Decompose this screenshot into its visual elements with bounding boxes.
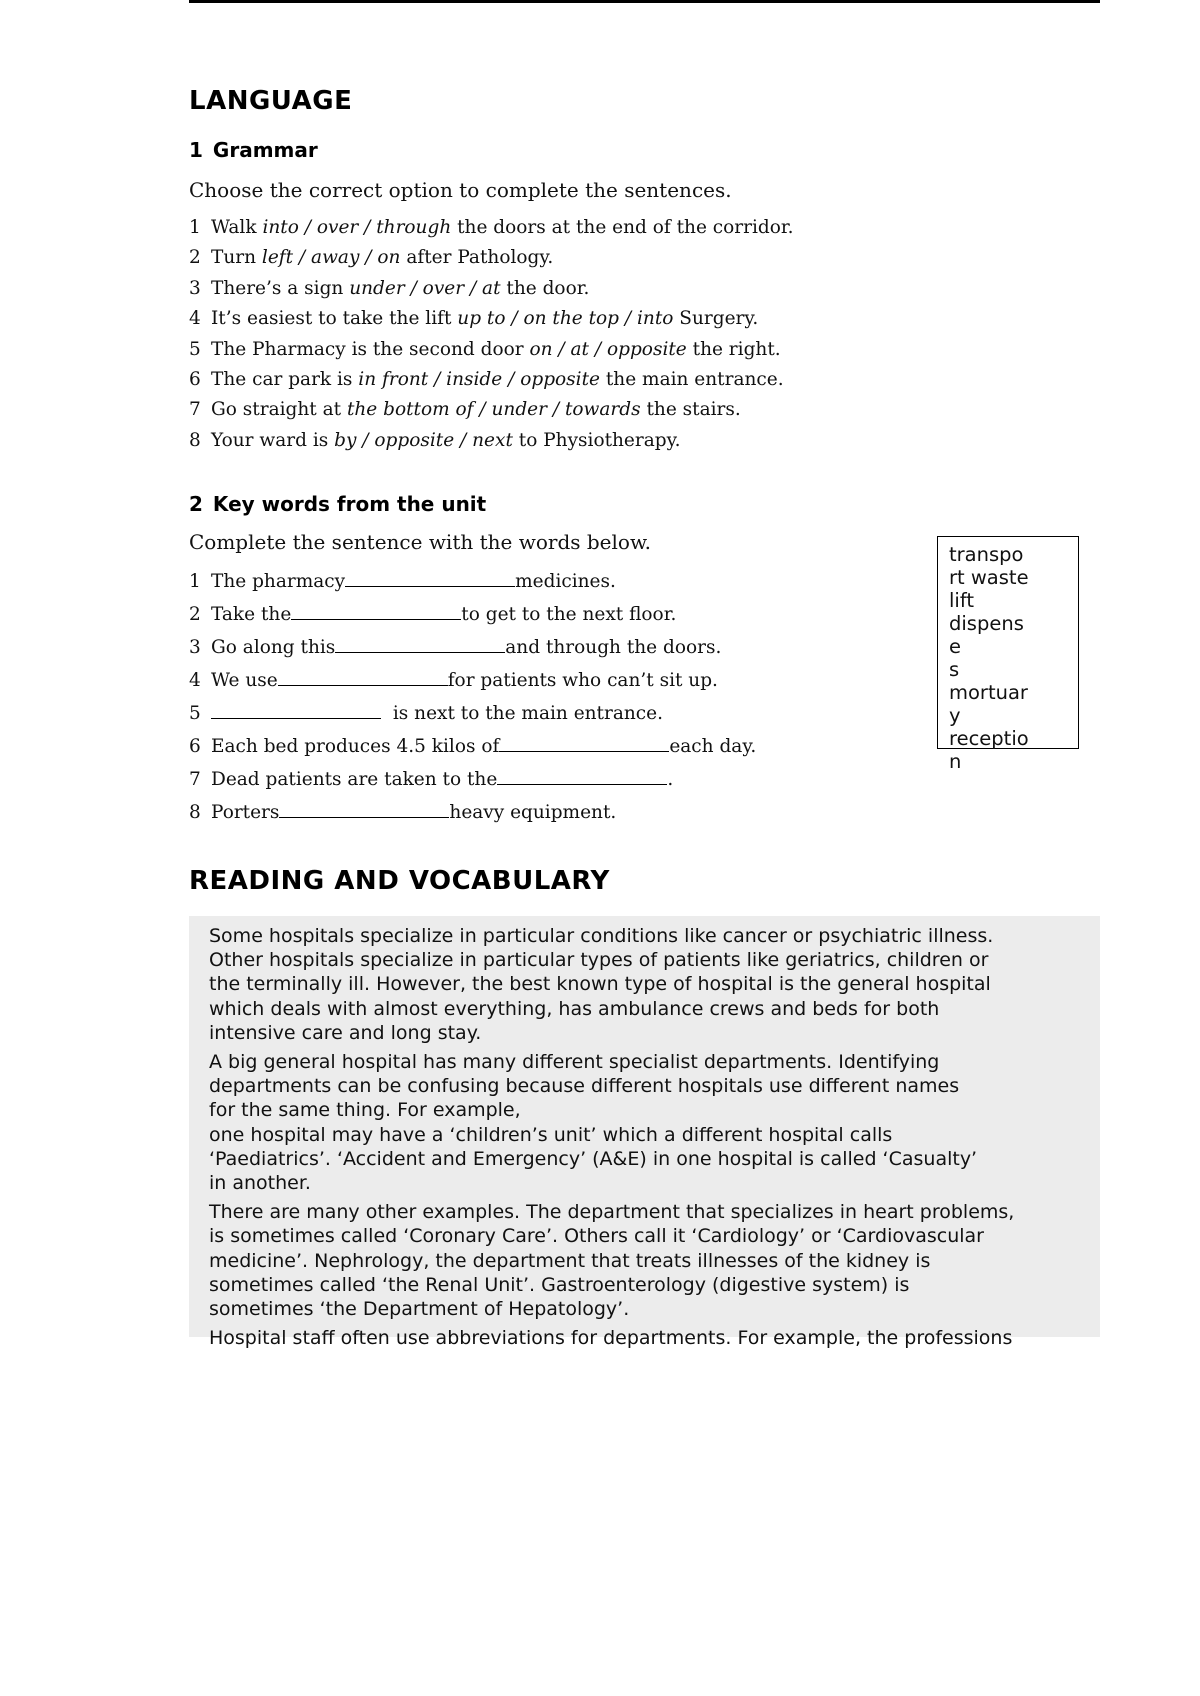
item-number: 8 [189, 429, 201, 451]
item-number: 5 [189, 703, 201, 724]
item-options[interactable]: in front / inside / opposite [358, 368, 600, 390]
item-text: the right. [686, 338, 781, 360]
language-heading: LANGUAGE [189, 86, 353, 116]
item-text: after Pathology. [400, 247, 554, 269]
keyword-item [189, 597, 756, 630]
keyword-item [189, 564, 756, 597]
grammar-item [189, 213, 794, 243]
item-options[interactable]: left / away / on [261, 247, 401, 269]
item-options[interactable]: into / over / through [262, 217, 452, 238]
word-box-line: n [949, 750, 962, 773]
item-number: 6 [189, 736, 201, 757]
word-box-line: lift [949, 589, 975, 612]
item-text: medicines. [515, 571, 616, 592]
grammar-item [189, 395, 794, 425]
item-text: to Physiotherapy. [512, 429, 681, 451]
item-text: for patients who can’t sit up. [447, 670, 718, 691]
reading-paragraph: Some hospitals specialize in particular conditions like cancer or psychiatric illness. Other hospitals specialize in particular types of patients like geriatrics, children or the terminally ill. However, the best known type of hospital is the general hospital which deals with almost everything, has ambulance crews and beds for both intensive care and long stay. [209, 925, 994, 1044]
item-text: There’s a sign [211, 277, 350, 299]
keyword-item [189, 663, 756, 696]
item-text: Each bed produces 4.5 kilos of [211, 736, 500, 757]
word-box-line: y [949, 704, 961, 727]
item-text: Surgery. [673, 308, 759, 330]
keyword-item [189, 729, 756, 762]
item-text: The Pharmacy is the second door [211, 338, 530, 360]
item-text: the doors at the end of the corridor. [451, 217, 794, 238]
item-number: 6 [189, 368, 201, 390]
item-text: Go straight at [211, 399, 347, 421]
item-number: 5 [189, 338, 201, 360]
item-text: We use [211, 670, 278, 691]
item-text: the main entrance. [599, 368, 784, 390]
keywords-number: 2 [189, 492, 203, 516]
answer-blank[interactable] [499, 729, 669, 752]
answer-blank[interactable] [291, 597, 461, 620]
item-options[interactable]: on / at / opposite [529, 338, 687, 360]
grammar-item [189, 274, 794, 304]
grammar-list [189, 213, 794, 456]
top-rule [189, 0, 1100, 3]
item-text: to get to the next floor. [461, 604, 677, 625]
word-box-line: receptio [949, 727, 1029, 750]
keywords-instruction: Complete the sentence with the words below. [189, 530, 652, 554]
grammar-instruction: Choose the correct option to complete the sentences. [189, 178, 732, 202]
item-number: 1 [189, 217, 201, 238]
item-number: 3 [189, 277, 201, 299]
word-box-line: dispense [949, 612, 1024, 658]
answer-blank[interactable] [335, 630, 505, 653]
item-text: Go along this [211, 637, 336, 658]
answer-blank[interactable] [279, 795, 449, 818]
item-options[interactable]: the bottom of / under / towards [346, 399, 641, 421]
reading-heading: READING AND VOCABULARY [189, 866, 610, 896]
word-box-line: mortuar [949, 681, 1028, 704]
item-text: Take the [211, 604, 292, 625]
keywords-heading [189, 492, 486, 516]
item-options[interactable]: under / over / at [349, 277, 501, 299]
item-options[interactable]: by / opposite / next [334, 429, 513, 451]
grammar-title: Grammar [212, 138, 318, 162]
grammar-item [189, 304, 794, 334]
keyword-item [189, 696, 756, 729]
grammar-item [189, 426, 794, 456]
item-number: 3 [189, 637, 201, 658]
item-text: . [667, 769, 674, 790]
item-number: 4 [189, 308, 201, 330]
keyword-item [189, 630, 756, 663]
item-number: 7 [189, 769, 201, 790]
answer-blank[interactable] [497, 762, 667, 785]
keyword-item [189, 795, 756, 828]
grammar-heading [189, 138, 318, 162]
item-text: Dead patients are taken to the [211, 769, 498, 790]
reading-paragraph: There are many other examples. The department that specializes in heart problems, is sometimes called ‘Coronary Care’. Others call it ‘Cardiology’ or ‘Cardiovascular medicine’. Nephrology, the department that treats illnesses of the kidney is sometimes called ‘the Renal Unit’. Gastroenterology (digestive system) is sometimes ‘the Department of Hepatology’. [209, 1201, 1015, 1321]
answer-blank[interactable] [278, 663, 448, 686]
answer-blank[interactable] [345, 564, 515, 587]
item-text: and through the doors. [505, 637, 722, 658]
reading-paragraph: Hospital staff often use abbreviations for departments. For example, the professions [209, 1327, 1013, 1350]
item-number: 2 [189, 247, 201, 269]
reading-passage [189, 916, 1100, 1350]
item-text: The pharmacy [211, 571, 346, 592]
item-number: 8 [189, 802, 201, 823]
item-number: 7 [189, 399, 201, 421]
item-text: heavy equipment. [449, 802, 617, 823]
item-text: Turn [211, 247, 262, 269]
word-box-line: rt waste [949, 566, 1029, 589]
word-box-line: transpo [949, 543, 1024, 566]
answer-blank[interactable] [211, 696, 381, 719]
item-text: the stairs. [640, 399, 741, 421]
keywords-title: Key words from the unit [212, 492, 487, 516]
item-text: Your ward is [211, 429, 335, 451]
item-number: 4 [189, 670, 201, 691]
item-text: The car park is [211, 368, 359, 390]
item-number: 2 [189, 604, 201, 625]
item-text: the door. [500, 277, 590, 299]
grammar-number: 1 [189, 138, 203, 162]
grammar-item [189, 243, 794, 273]
word-box-line: s [949, 658, 960, 681]
item-text: Walk [211, 217, 263, 238]
reading-paragraph: A big general hospital has many different specialist departments. Identifying departments can be confusing because different hospitals use different names for the same thing. For example, one hospital may have a ‘children’s unit’ which a different hospital calls ‘Paediatrics’. ‘Accident and Emergency’ (A&E) in one hospital is called ‘Casualty’ in another. [209, 1051, 978, 1195]
item-options[interactable]: up to / on the top / into [457, 308, 674, 330]
keyword-item [189, 762, 756, 795]
item-text: each day. [669, 736, 757, 757]
item-number: 1 [189, 571, 201, 592]
item-text: is next to the main entrance. [387, 703, 663, 724]
word-box [937, 536, 1079, 773]
grammar-item [189, 335, 794, 365]
keywords-list [189, 564, 756, 828]
grammar-item [189, 365, 794, 395]
item-text: Porters [211, 802, 280, 823]
item-text: It’s easiest to take the lift [211, 308, 458, 330]
